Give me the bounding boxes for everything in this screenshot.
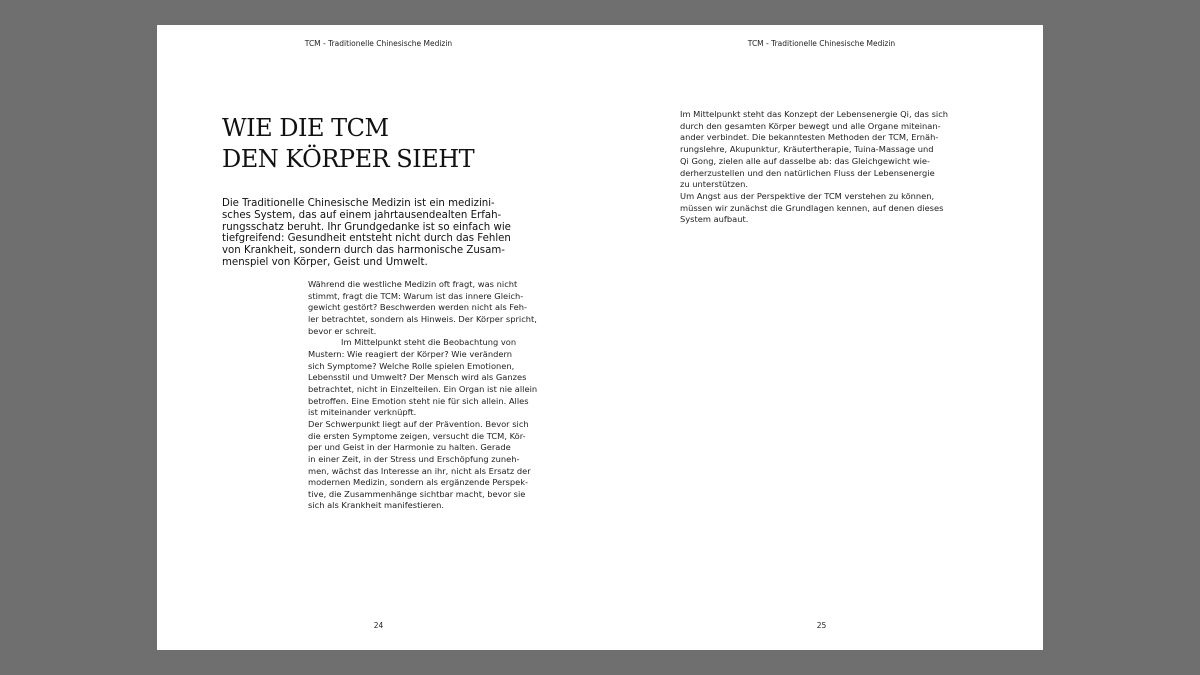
body-line: ist miteinander verknüpft. [308,407,417,418]
body-line: Der Schwerpunkt liegt auf der Prävention. Bevor sich [308,418,529,429]
body-line: ler betrachtet, sondern als Hinweis. Der Körper spricht, [308,313,537,324]
page-number: 24 [373,621,384,630]
chapter-title-line: DEN KÖRPER SIEHT [222,145,475,173]
body-line: Im Mittelpunkt steht das Konzept der Lebensenergie Qi, das sich [680,109,949,119]
body-line: die ersten Symptome zeigen, versucht die TCM, Kör- [308,430,526,441]
body-line: sich als Krankheit manifestieren. [308,500,444,511]
body-text [680,109,980,226]
body-line: men, wächst das Interesse an ihr, nicht als Ersatz der [308,465,531,476]
body-line: Mustern: Wie reagiert der Körper? Wie verändern [308,348,513,359]
body-line: derherzustellen und den natürlichen Fluss der Lebensenergie [680,167,935,178]
running-head: TCM - Traditionelle Chinesische Medizin [747,39,896,48]
body-line: System aufbaut. [680,214,749,225]
book-spread [157,25,1043,650]
body-line: per und Geist in der Harmonie zu halten. Gerade [308,442,511,453]
body-line: Lebensstil und Umwelt? Der Mensch wird als Ganzes [308,372,527,383]
body-line: modernen Medizin, sondern als ergänzende Perspek- [308,477,529,488]
left-page [157,25,600,650]
running-head: TCM - Traditionelle Chinesische Medizin [304,39,453,48]
body-line: Während die westliche Medizin oft fragt, was nicht [308,279,518,289]
body-line: durch den gesamten Körper bewegt und alle Organe miteinan- [680,120,941,131]
body-line: zu unterstützen. [680,179,748,190]
body-line: rungslehre, Akupunktur, Kräutertherapie, Tuina-Massage und [680,144,934,155]
lead-paragraph [222,198,552,269]
body-line: in einer Zeit, in der Stress und Erschöpfung zuneh- [308,453,520,464]
right-page [600,25,1043,650]
body-line: tive, die Zusammenhänge sichtbar macht, bevor sie [308,488,526,499]
body-line: gewicht gestört? Beschwerden werden nicht als Feh- [308,302,527,313]
body-line: sich Symptome? Welche Rolle spielen Emotionen, [308,360,515,371]
body-line: betrachtet, nicht in Einzelteilen. Ein Organ ist nie allein [308,383,538,394]
lead-line: tiefgreifend: Gesundheit entsteht nicht durch das Fehlen [222,233,511,245]
lead-line: menspiel von Körper, Geist und Umwelt. [222,256,428,268]
lead-line: rungsschatz beruht. Ihr Grundgedanke ist so einfach wie [222,221,511,233]
body-line: bevor er schreit. [308,325,377,336]
page-number: 25 [816,621,827,630]
body-line: Qi Gong, zielen alle auf dasselbe ab: das Gleichgewicht wie- [680,155,931,166]
lead-line: sches System, das auf einem jahrtausendealten Erfah- [222,209,502,221]
body-line: stimmt, fragt die TCM: Warum ist das innere Gleich- [308,290,524,301]
lead-line: von Krankheit, sondern durch das harmonische Zusam- [222,245,505,257]
chapter-title [222,113,542,175]
body-line: Um Angst aus der Perspektive der TCM verstehen zu können, [680,190,935,201]
body-text [308,279,553,512]
body-line: betroffen. Eine Emotion steht nie für sich allein. Alles [308,395,529,406]
chapter-title-line: WIE DIE TCM [222,114,389,142]
body-line: ander verbindet. Die bekanntesten Methoden der TCM, Ernäh- [680,132,939,143]
body-line: Im Mittelpunkt steht die Beobachtung von [341,337,517,348]
body-line: müssen wir zunächst die Grundlagen kennen, auf denen dieses [680,202,944,213]
lead-line: Die Traditionelle Chinesische Medizin ist ein medizini- [222,198,495,209]
